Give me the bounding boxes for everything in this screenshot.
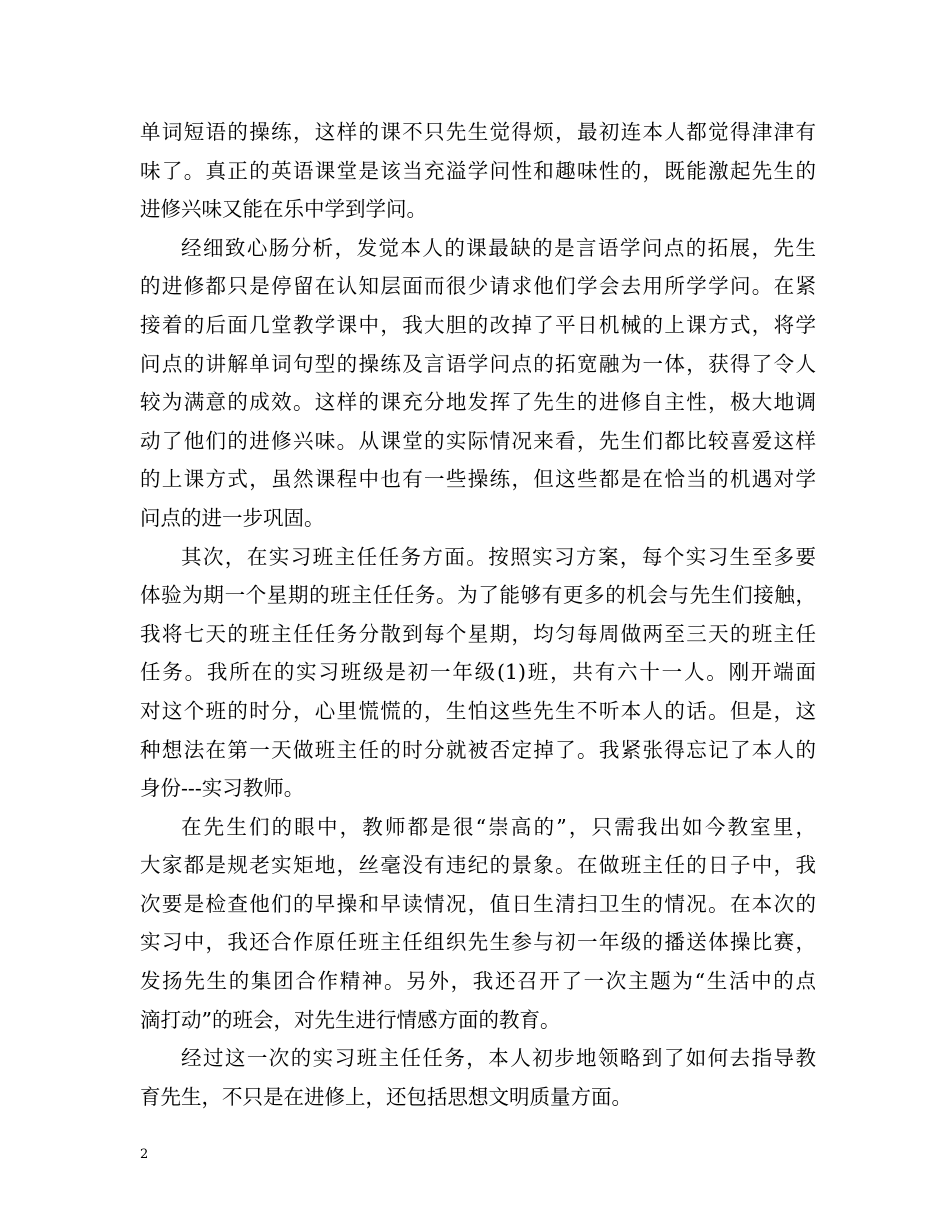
text-line: 任务。我所在的实习班级是初一年级(1)班，共有六十一人。刚开端面 [140, 660, 816, 685]
text-line: 次要是检查他们的早操和早读情况，值日生清扫卫生的情况。在本次的 [140, 891, 816, 916]
text-line: 身份---实习教师。 [140, 776, 305, 801]
text-line: 对这个班的时分，心里慌慌的，生怕这些先生不听本人的话。但是，这 [140, 698, 816, 723]
text-line: 种想法在第一天做班主任的时分就被否定掉了。我紧张得忘记了本人的 [140, 737, 816, 762]
text-line: 单词短语的操练，这样的课不只先生觉得烦，最初连本人都觉得津津有 [140, 120, 816, 144]
text-line: 其次，在实习班主任任务方面。按照实习方案，每个实习生至多要 [181, 544, 816, 569]
text-line: 育先生，不只是在进修上，还包括思想文明质量方面。 [140, 1084, 632, 1109]
text-line: 动了他们的进修兴味。从课堂的实际情况来看，先生们都比较喜爱这样 [140, 428, 816, 453]
text-line: 在先生们的眼中，教师都是很“崇高的”，只需我出如今教室里， [181, 814, 816, 839]
text-line: 问点的讲解单词句型的操练及言语学问点的拓宽融为一体，获得了令人 [140, 351, 816, 376]
text-line: 的进修都只是停留在认知层面而很少请求他们学会去用所学学问。在紧 [140, 274, 816, 299]
page-number: 2 [140, 1147, 149, 1162]
text-line: 问点的进一步巩固。 [140, 505, 325, 530]
text-line: 较为满意的成效。这样的课充分地发挥了先生的进修自主性，极大地调 [140, 390, 816, 415]
text-line: 的上课方式，虽然课程中也有一些操练，但这些都是在恰当的机遇对学 [140, 467, 816, 492]
text-line: 接着的后面几堂教学课中，我大胆的改掉了平日机械的上课方式，将学 [140, 312, 816, 337]
text-line: 我将七天的班主任任务分散到每个星期，均匀每周做两至三天的班主任 [140, 621, 816, 646]
text-line: 发扬先生的集团合作精神。另外，我还召开了一次主题为“生活中的点 [140, 969, 816, 994]
text-line: 大家都是规老实矩地，丝毫没有违纪的景象。在做班主任的日子中，我 [140, 853, 816, 878]
text-line: 体验为期一个星期的班主任任务。为了能够有更多的机会与先生们接触， [140, 583, 816, 608]
text-line: 经过这一次的实习班主任任务，本人初步地领略到了如何去指导教 [181, 1046, 816, 1071]
text-line: 经细致心肠分析，发觉本人的课最缺的是言语学问点的拓展，先生 [181, 235, 816, 260]
text-line: 实习中，我还合作原任班主任组织先生参与初一年级的播送体操比赛， [140, 930, 816, 955]
document-body [140, 113, 816, 1116]
text-line: 滴打动”的班会，对先生进行情感方面的教育。 [140, 1007, 561, 1032]
text-line: 味了。真正的英语课堂是该当充溢学问性和趣味性的，既能激起先生的 [140, 158, 816, 183]
text-line: 进修兴味又能在乐中学到学问。 [140, 197, 427, 222]
